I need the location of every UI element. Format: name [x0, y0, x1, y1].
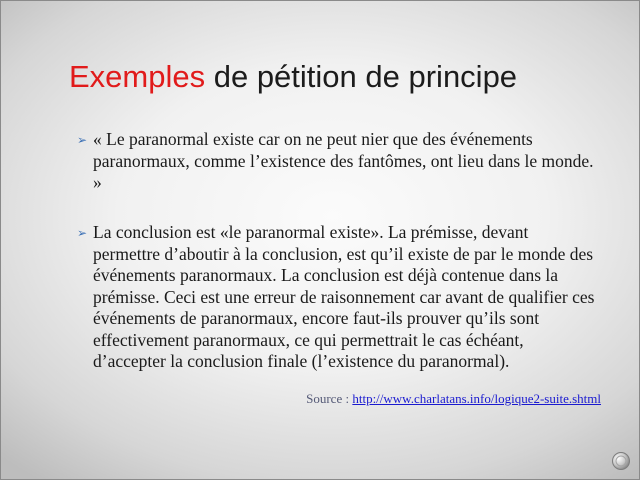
bullet-text: « Le paranormal existe car on ne peut nier que des événements paranormaux, comme l’existence des fantômes, ont lieu dans le monde. » [93, 129, 594, 192]
slide-title-accent: Exemples [69, 59, 206, 94]
source-label: Source : [306, 391, 353, 406]
arrow-bullet-icon: ➢ [77, 226, 88, 240]
source-link[interactable]: http://www.charlatans.info/logique2-suite.shtml [352, 391, 601, 406]
slide-title [69, 59, 609, 95]
slide-corner-ornament-icon [611, 451, 631, 471]
arrow-bullet-icon: ➢ [77, 133, 88, 147]
bullet-item [77, 129, 597, 194]
bullet-text: La conclusion est «le paranormal existe». La prémisse, devant permettre d’aboutir à la conclusion, est qu’il existe de par le monde des événements paranormaux. La conclusion est déjà contenue dans la prémisse. Ceci est une erreur de raisonnement car avant de qualifier ces événements de paranormaux, encore faut-ils prouver qu’ils sont effectivement paranormaux, ce qui permettrait le cas échéant, d’accepter la conclusion finale (l’existence du paranormal). [93, 222, 595, 371]
bullet-item [77, 222, 597, 373]
slide-title-rest: de pétition de principe [205, 59, 518, 94]
source-citation [306, 391, 601, 407]
